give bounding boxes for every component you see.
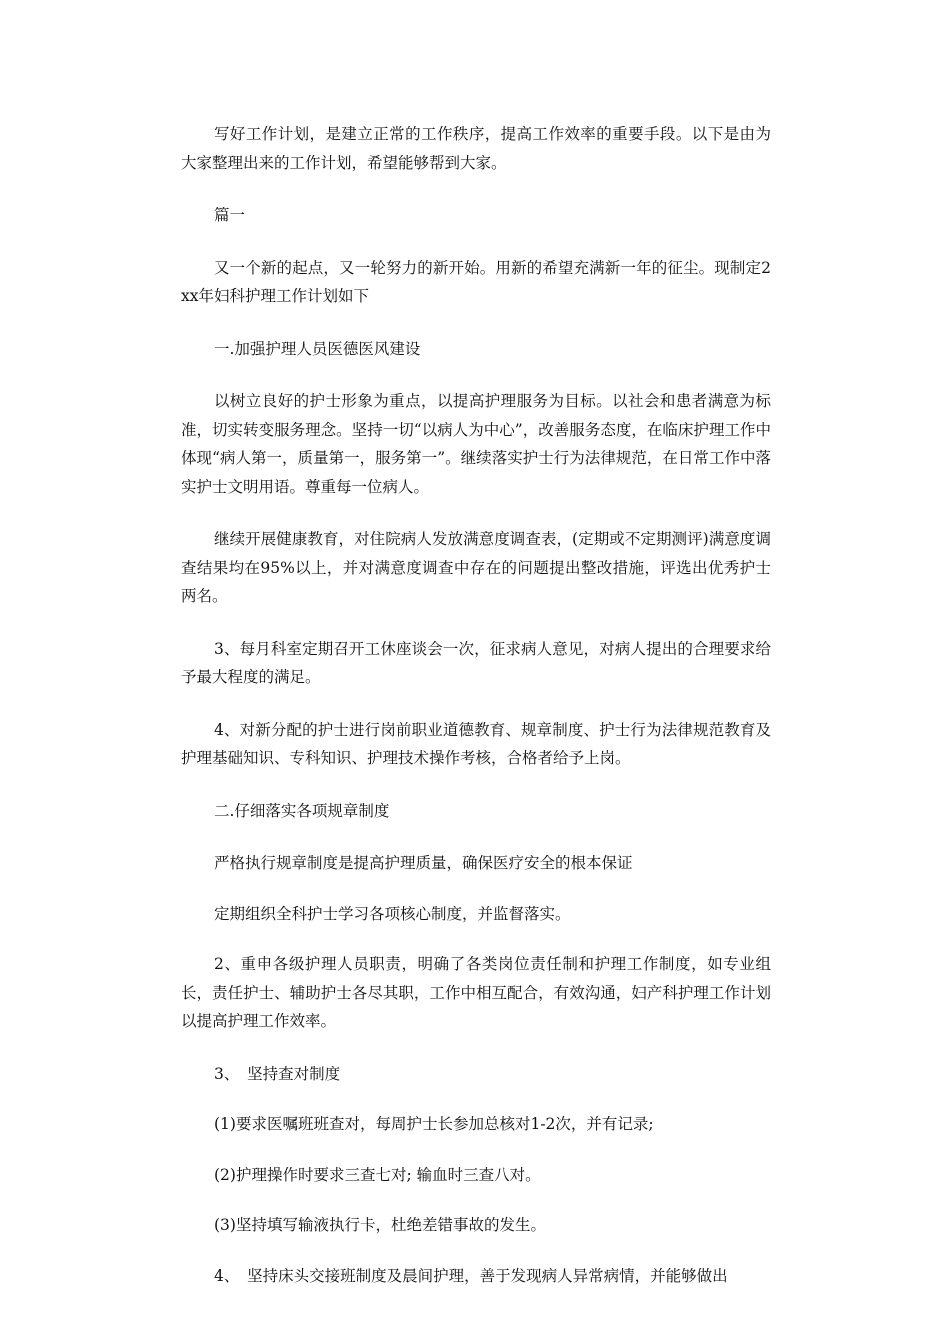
body-paragraph: 定期组织全科护士学习各项核心制度，并监督落实。 <box>214 904 571 923</box>
list-item: 2、重申各级护理人员职责，明确了各类岗位责任制和护理工作制度，如专业组长，责任护士、辅助护士各尽其职，工作中相互配合，有效沟通，妇产科护理工作计划以提高护理工作效率。 <box>181 955 771 1030</box>
opening-paragraph: 又一个新的起点，又一轮努力的新开始。用新的希望充满新一年的征尘。现制定2xx年妇科护理工作计划如下 <box>181 258 771 305</box>
intro-paragraph: 写好工作计划，是建立正常的工作秩序，提高工作效率的重要手段。以下是由为大家整理出来的工作计划，希望能够帮到大家。 <box>181 125 771 172</box>
heading-two: 二.仔细落实各项规章制度 <box>214 801 390 820</box>
sub-list-item: (1)要求医嘱班班查对，每周护士长参加总核对1-2次，并有记录; <box>214 1115 654 1133</box>
body-paragraph: 严格执行规章制度是提高护理质量，确保医疗安全的根本保证 <box>214 854 633 872</box>
list-item: 3、每月科室定期召开工休座谈会一次，征求病人意见，对病人提出的合理要求给予最大程度的满足。 <box>181 639 771 686</box>
sub-list-item: (2)护理操作时要求三查七对; 输血时三查八对。 <box>214 1165 541 1184</box>
body-paragraph: 以树立良好的护士形象为重点，以提高护理服务为目标。以社会和患者满意为标准，切实转变服务理念。坚持一切“以病人为中心”，改善服务态度，在临床护理工作中体现“病人第一，质量第一，服务第一”。继续落实护士行为法律规范，在日常工作中落实护士文明用语。尊重每一位病人。 <box>181 392 771 496</box>
heading-one: 一.加强护理人员医德医风建设 <box>214 339 421 358</box>
document-body <box>181 120 771 1312</box>
body-paragraph: 继续开展健康教育，对住院病人发放满意度调查表，(定期或不定期测评)满意度调查结果均在95%以上，并对满意度调查中存在的问题提出整改措施，评选出优秀护士两名。 <box>181 530 771 605</box>
section-label: 篇一 <box>214 206 246 224</box>
list-item: 4、 坚持床头交接班制度及晨间护理，善于发现病人异常病情，并能够做出 <box>214 1266 728 1285</box>
sub-list-item: (3)坚持填写输液执行卡，杜绝差错事故的发生。 <box>214 1216 546 1234</box>
list-item: 4、对新分配的护士进行岗前职业道德教育、规章制度、护士行为法律规范教育及护理基础知识、专科知识、护理技术操作考核，合格者给予上岗。 <box>181 720 771 767</box>
list-item: 3、 坚持查对制度 <box>214 1064 341 1083</box>
